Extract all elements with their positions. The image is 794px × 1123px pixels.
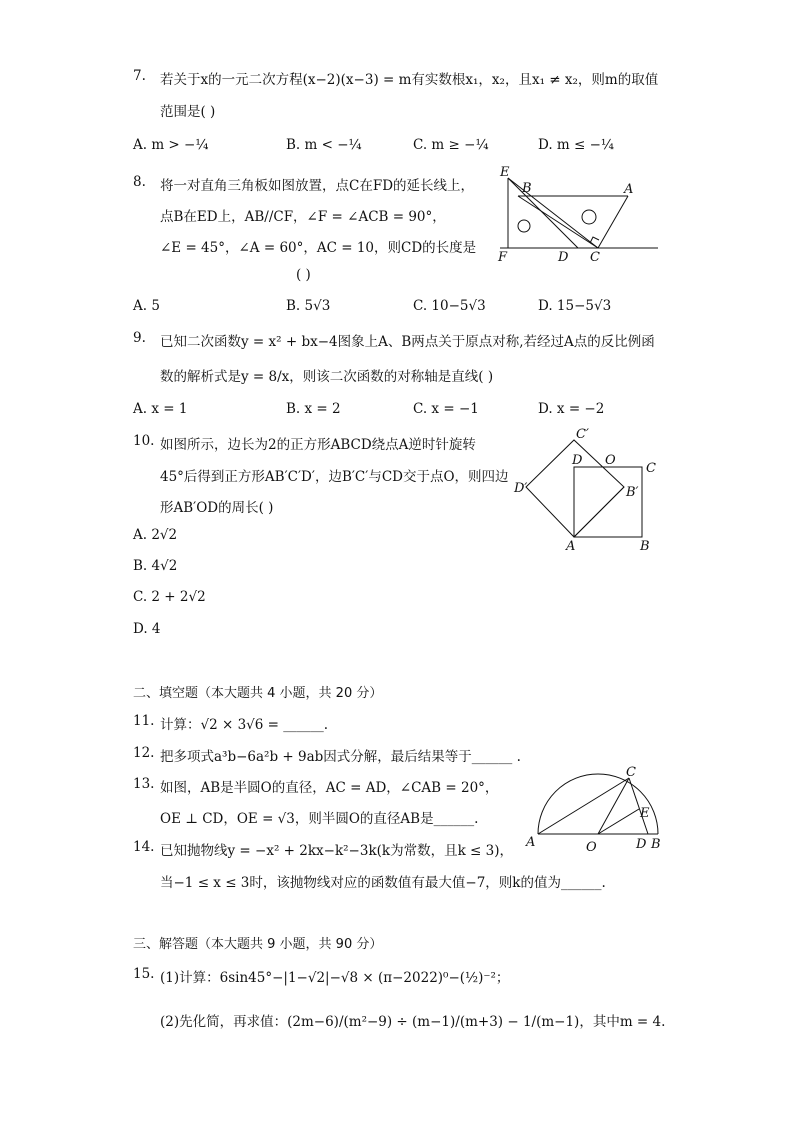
q13-semicircle-figure xyxy=(520,762,670,857)
q7-number: 7. xyxy=(133,68,146,84)
q13-label-a: A xyxy=(526,835,536,850)
q10-option-b: B. 4√2 xyxy=(133,558,178,574)
q10-label-a: A xyxy=(566,539,576,554)
q15-part2: (2)先化简，再求值：(2m−6)/(m²−9) ÷ (m−1)/(m+3) − 1/(m−1)，其中m = 4. xyxy=(160,1014,666,1030)
q9-number: 9. xyxy=(133,330,146,346)
q10-square-figure xyxy=(510,422,670,554)
q9-option-c: C. x = −1 xyxy=(413,401,479,417)
q8-triangle-figure xyxy=(490,160,670,265)
q13-label-c: C xyxy=(626,765,636,780)
q13-label-d: D xyxy=(636,837,647,852)
section-title-fill-in: 二、填空题（本大题共 4 小题，共 20 分） xyxy=(133,686,383,701)
section-title-answers: 三、解答题（本大题共 9 小题，共 90 分） xyxy=(133,937,383,952)
q9-option-a: A. x = 1 xyxy=(133,401,188,417)
q11-stem: 计算：√2 × 3√6 = ______. xyxy=(160,717,329,733)
q13-label-e: E xyxy=(640,806,650,821)
q15-number: 15. xyxy=(133,966,155,982)
q8-label-d: D xyxy=(558,250,569,265)
q8-option-b: B. 5√3 xyxy=(286,298,331,314)
q10-option-d: D. 4 xyxy=(133,621,161,637)
q10-label-c: C xyxy=(646,461,656,476)
q10-stem-line2: 45°后得到正方形AB′C′D′，边B′C′与CD交于点O，则四边 xyxy=(160,469,509,485)
q10-label-b: B xyxy=(640,539,650,554)
q12-number: 12. xyxy=(133,745,155,761)
q7-stem-line2: 范围是( ) xyxy=(160,104,216,120)
q10-label-d: D xyxy=(572,453,583,468)
q8-stem-line2: 点B在ED上，AB//CF，∠F = ∠ACB = 90°， xyxy=(160,209,446,225)
q10-label-bprime: B′ xyxy=(626,485,639,500)
q10-option-a: A. 2√2 xyxy=(133,527,178,543)
q8-stem-line1: 将一对直角三角板如图放置，点C在FD的延长线上， xyxy=(160,178,475,194)
q13-label-o: O xyxy=(586,840,597,855)
q15-part1: (1)计算：6sin45°−|1−√2|−√8 × (π−2022)⁰−(½)⁻²； xyxy=(160,970,510,986)
q13-number: 13. xyxy=(133,776,155,792)
q7-option-b: B. m < −¼ xyxy=(286,137,362,153)
q8-stem-line3: ∠E = 45°，∠A = 60°，AC = 10，则CD的长度是 xyxy=(160,240,477,256)
q8-option-c: C. 10−5√3 xyxy=(413,298,486,314)
q10-stem-line3: 形AB′OD的周长( ) xyxy=(160,500,274,516)
q9-stem-line2: 数的解析式是y = 8/x，则该二次函数的对称轴是直线( ) xyxy=(160,369,494,385)
q8-label-c: C xyxy=(590,250,600,265)
q14-stem-line1: 已知抛物线y = −x² + 2kx−k²−3k(k为常数，且k ≤ 3)， xyxy=(160,843,513,859)
q10-label-cprime: C′ xyxy=(576,427,589,442)
q9-stem-line1: 已知二次函数y = x² + bx−4图象上A、B两点关于原点对称,若经过A点的反比例函 xyxy=(160,334,655,350)
q10-number: 10. xyxy=(133,433,155,449)
q12-stem: 把多项式a³b−6a²b + 9ab因式分解，最后结果等于______ . xyxy=(160,749,521,765)
q11-number: 11. xyxy=(133,713,155,729)
q8-label-e: E xyxy=(500,165,510,180)
q10-option-c: C. 2 + 2√2 xyxy=(133,589,206,605)
q10-stem-line1: 如图所示，边长为2的正方形ABCD绕点A逆时针旋转 xyxy=(160,437,476,453)
q8-option-a: A. 5 xyxy=(133,298,160,314)
q14-number: 14. xyxy=(133,839,155,855)
q8-answer-paren: ( ) xyxy=(296,267,311,283)
q8-option-d: D. 15−5√3 xyxy=(538,298,612,314)
q9-option-d: D. x = −2 xyxy=(538,401,605,417)
q8-label-f: F xyxy=(498,250,508,265)
q7-stem-line1: 若关于x的一元二次方程(x−2)(x−3) = m有实数根x₁，x₂，且x₁ ≠ x₂，则m的取值 xyxy=(160,72,659,88)
q10-label-dprime: D′ xyxy=(514,481,528,496)
q7-option-a: A. m > −¼ xyxy=(133,137,209,153)
q9-option-b: B. x = 2 xyxy=(286,401,341,417)
q13-stem-line2: OE ⊥ CD，OE = √3，则半圆O的直径AB是______. xyxy=(160,811,479,827)
q8-label-a: A xyxy=(624,182,634,197)
q13-stem-line1: 如图，AB是半圆O的直径，AC = AD，∠CAB = 20°， xyxy=(160,780,499,796)
q14-stem-line2: 当−1 ≤ x ≤ 3时，该抛物线对应的函数值有最大值−7，则k的值为______. xyxy=(160,875,606,891)
q8-number: 8. xyxy=(133,174,146,190)
q10-label-o: O xyxy=(605,453,616,468)
q7-option-d: D. m ≤ −¼ xyxy=(538,137,615,153)
q13-label-b: B xyxy=(651,837,661,852)
q8-label-b: B xyxy=(522,181,532,196)
q7-option-c: C. m ≥ −¼ xyxy=(413,137,489,153)
